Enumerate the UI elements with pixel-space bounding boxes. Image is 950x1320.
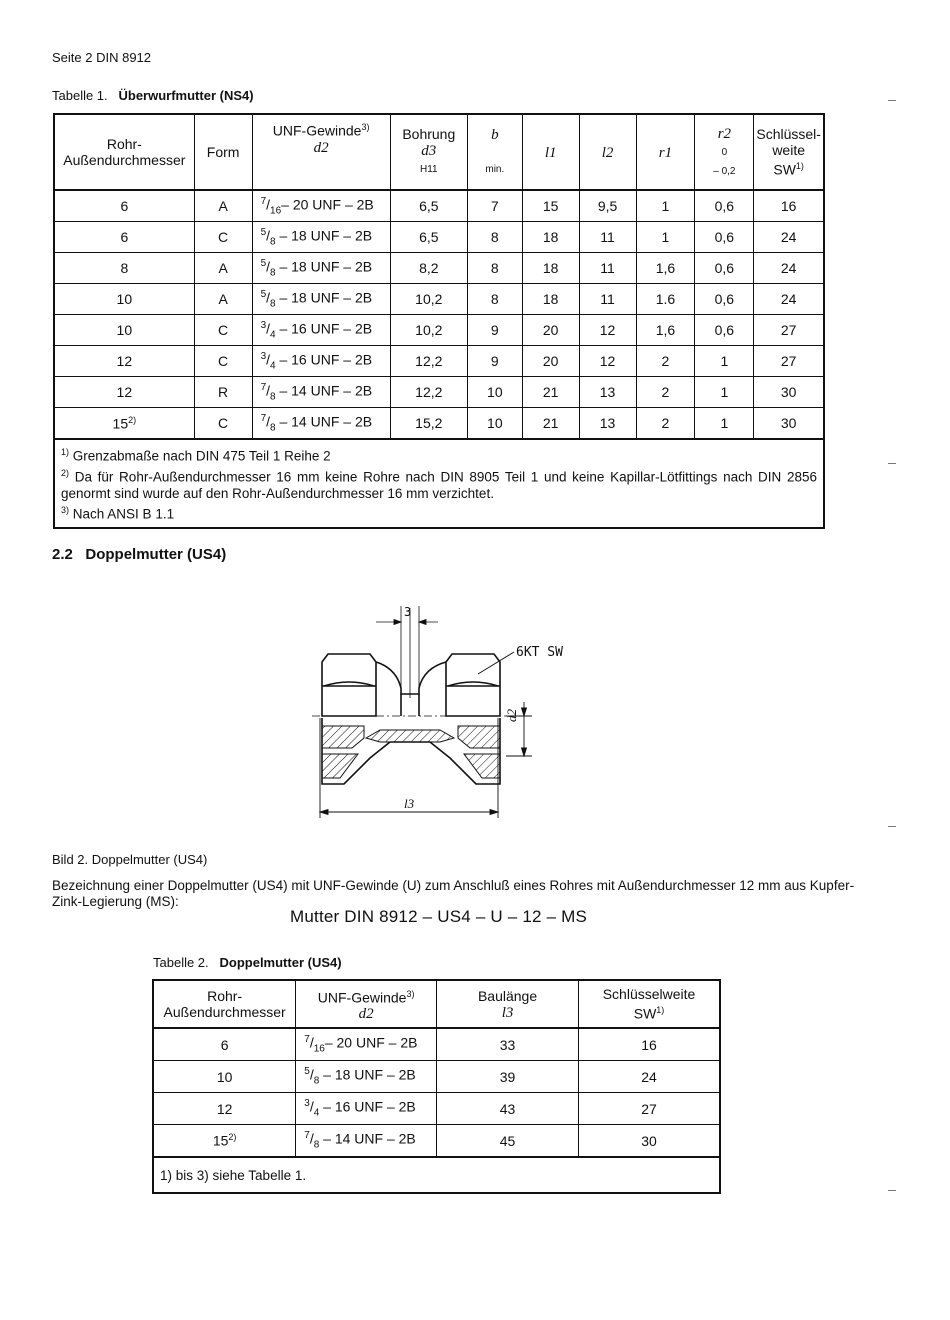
table-row (153, 1061, 720, 1093)
table-row (153, 1125, 720, 1158)
l1-cell: 18 (522, 222, 579, 253)
baulaenge-cell: 33 (437, 1028, 579, 1061)
t2-col-rohr: Rohr- Außendurchmesser (153, 980, 296, 1028)
table-row (54, 408, 824, 440)
r1-cell: 1.6 (636, 284, 695, 315)
page-header: Seite 2 DIN 8912 (52, 50, 152, 65)
sw-cell: 27 (754, 346, 824, 377)
table2 (152, 979, 721, 1194)
sw-cell: 24 (754, 222, 824, 253)
unf-thread-cell: $^5/_8 - 18$ UNF – 2B (252, 222, 390, 253)
doppelmutter-drawing (300, 598, 580, 828)
baulaenge-cell: 39 (437, 1061, 579, 1093)
margin-mark (888, 1190, 896, 1191)
sw-cell: 27 (754, 315, 824, 346)
l1-cell: 20 (522, 315, 579, 346)
d3-cell: 15,2 (390, 408, 467, 440)
order-code: Mutter DIN 8912 – US4 – U – 12 – MS (290, 907, 588, 926)
rohr-cell: 12 (153, 1093, 296, 1125)
l2-cell: 13 (579, 377, 636, 408)
rohr-cell: 6 (54, 222, 194, 253)
sw-cell: 16 (754, 190, 824, 222)
t2-col-unf: UNF-Gewinde$^{3)}$ d2 (296, 980, 437, 1028)
table-row (54, 346, 824, 377)
form-cell: C (194, 346, 252, 377)
rohr-cell: 12 (54, 377, 194, 408)
table-row (153, 1028, 720, 1061)
t1-col-form: Form (194, 114, 252, 190)
footnote-1: $^{1)}$ Grenzabmaße nach DIN 475 Teil 1 Reihe 2 (61, 447, 331, 464)
margin-mark (888, 463, 896, 464)
t2-col-bau: Baulänge l3 (437, 980, 579, 1028)
l2-cell: 9,5 (579, 190, 636, 222)
l2-cell: 11 (579, 284, 636, 315)
form-cell: A (194, 253, 252, 284)
d2-label: d2 (504, 709, 519, 722)
l1-cell: 20 (522, 346, 579, 377)
form-cell: A (194, 190, 252, 222)
rohr-cell: 10 (54, 315, 194, 346)
form-cell: R (194, 377, 252, 408)
r2-cell: 0,6 (695, 222, 754, 253)
r1-cell: 2 (636, 377, 695, 408)
b-cell: 8 (467, 284, 522, 315)
d3-cell: 10,2 (390, 284, 467, 315)
d3-cell: 6,5 (390, 190, 467, 222)
l1-cell: 15 (522, 190, 579, 222)
section-heading: 2.2 Doppelmutter (US4) (52, 546, 227, 563)
t2-col-sw: Schlüsselweite SW$^{1)}$ (579, 980, 720, 1028)
form-cell: C (194, 222, 252, 253)
table1-caption (52, 88, 254, 103)
table2-header-row (153, 980, 720, 1028)
d3-cell: 10,2 (390, 315, 467, 346)
table1-header-row (54, 114, 824, 190)
l3-label: l3 (404, 796, 415, 811)
t1-col-l2: l2 (579, 114, 636, 190)
l1-cell: 21 (522, 408, 579, 440)
table2-caption: Tabelle 2. Doppelmutter (US4) (153, 955, 342, 970)
l1-cell: 18 (522, 253, 579, 284)
l2-cell: 12 (579, 346, 636, 377)
b-cell: 10 (467, 377, 522, 408)
table-row (54, 190, 824, 222)
r1-cell: 2 (636, 408, 695, 440)
margin-mark (888, 100, 896, 101)
sw-cell: 30 (754, 377, 824, 408)
unf-thread-cell: $^5/_8 - 18$ UNF – 2B (252, 253, 390, 284)
margin-mark (888, 826, 896, 827)
l1-cell: 18 (522, 284, 579, 315)
form-cell: C (194, 315, 252, 346)
r1-cell: 2 (636, 346, 695, 377)
footnote-3: $^{3)}$ Nach ANSI B 1.1 (61, 505, 175, 522)
rohr-cell: 10 (153, 1061, 296, 1093)
t1-col-unf: UNF-Gewinde$^{3)}$ d2 (252, 114, 390, 190)
table1-caption-prefix: Tabelle 1. (52, 88, 108, 103)
rohr-cell: 6 (54, 190, 194, 222)
sw-cell: 30 (579, 1125, 720, 1158)
r2-cell: 0,6 (695, 190, 754, 222)
t1-col-l1: l1 (522, 114, 579, 190)
l1-cell: 21 (522, 377, 579, 408)
unf-thread-cell: $^3/_4 - 16$ UNF – 2B (296, 1093, 437, 1125)
rohr-cell: 10 (54, 284, 194, 315)
unf-thread-cell: $^7/_{16}-$ 20 UNF – 2B (252, 190, 390, 222)
l2-cell: 12 (579, 315, 636, 346)
rohr-cell: 6 (153, 1028, 296, 1061)
r2-cell: 0,6 (695, 315, 754, 346)
baulaenge-cell: 43 (437, 1093, 579, 1125)
r2-cell: 1 (695, 377, 754, 408)
t1-col-rohr: Rohr- Außendurchmesser (54, 114, 194, 190)
table-row (54, 315, 824, 346)
rohr-cell: 15$^{2)}$ (54, 408, 194, 440)
table1-footnotes (54, 439, 824, 528)
t1-col-bohrung: Bohrung d3 H11 (390, 114, 467, 190)
baulaenge-cell: 45 (437, 1125, 579, 1158)
table2-footnote: 1) bis 3) siehe Tabelle 1. (153, 1157, 720, 1193)
table1 (53, 113, 825, 529)
d3-cell: 8,2 (390, 253, 467, 284)
sw-cell: 24 (754, 253, 824, 284)
unf-thread-cell: $^7/_8 - 14$ UNF – 2B (252, 408, 390, 440)
l2-cell: 11 (579, 253, 636, 284)
t1-col-r1: r1 (636, 114, 695, 190)
sw-cell: 27 (579, 1093, 720, 1125)
unf-thread-cell: $^7/_{16}-$ 20 UNF – 2B (296, 1028, 437, 1061)
l2-cell: 11 (579, 222, 636, 253)
b-cell: 8 (467, 222, 522, 253)
d3-cell: 12,2 (390, 346, 467, 377)
unf-thread-cell: $^7/_8 - 14$ UNF – 2B (296, 1125, 437, 1158)
r1-cell: 1,6 (636, 315, 695, 346)
b-cell: 9 (467, 346, 522, 377)
table1-caption-title: Überwurfmutter (NS4) (118, 88, 254, 103)
b-cell: 7 (467, 190, 522, 222)
figure-caption: Bild 2. Doppelmutter (US4) (52, 852, 208, 867)
rohr-cell: 12 (54, 346, 194, 377)
r2-cell: 1 (695, 346, 754, 377)
t1-col-b: b min. (467, 114, 522, 190)
l2-cell: 13 (579, 408, 636, 440)
sw-cell: 24 (754, 284, 824, 315)
unf-thread-cell: $^5/_8 - 18$ UNF – 2B (296, 1061, 437, 1093)
unf-thread-cell: $^3/_4 - 16$ UNF – 2B (252, 315, 390, 346)
r2-cell: 0,6 (695, 253, 754, 284)
rohr-cell: 8 (54, 253, 194, 284)
footnote-2: $^{2)}$ Da für Rohr-Außendurchmesser 16 mm keine Rohre nach DIN 8905 Teil 1 und keine Kapillar-Lötfittings nach DIN 2856 genormt sind wurde auf den Rohr-Außendurchmesser 16 mm verzichtet. (61, 467, 817, 501)
t1-col-r2: r2 0 – 0,2 (695, 114, 754, 190)
form-cell: A (194, 284, 252, 315)
table-row (54, 377, 824, 408)
d3-cell: 12,2 (390, 377, 467, 408)
t1-col-sw: Schlüssel- weite SW$^{1)}$ (754, 114, 824, 190)
table-row (54, 253, 824, 284)
r1-cell: 1,6 (636, 253, 695, 284)
unf-thread-cell: $^7/_8 - 14$ UNF – 2B (252, 377, 390, 408)
r2-cell: 0,6 (695, 284, 754, 315)
r1-cell: 1 (636, 222, 695, 253)
sw-cell: 30 (754, 408, 824, 440)
sw-cell: 16 (579, 1028, 720, 1061)
rohr-cell: 15$^{2)}$ (153, 1125, 296, 1158)
dim-3-label: 3 (404, 605, 412, 619)
r1-cell: 1 (636, 190, 695, 222)
unf-thread-cell: $^3/_4 - 16$ UNF – 2B (252, 346, 390, 377)
sw-cell: 24 (579, 1061, 720, 1093)
b-cell: 9 (467, 315, 522, 346)
r2-cell: 1 (695, 408, 754, 440)
b-cell: 8 (467, 253, 522, 284)
form-cell: C (194, 408, 252, 440)
d3-cell: 6,5 (390, 222, 467, 253)
table-row (153, 1093, 720, 1125)
hex-label: 6KT SW (516, 645, 563, 660)
description-text: Bezeichnung einer Doppelmutter (US4) mit UNF-Gewinde (U) zum Anschluß eines Rohres mit Außendurchmesser 12 mm aus Kupfer-Zink-Legierung (MS): (52, 878, 855, 909)
table-row (54, 284, 824, 315)
b-cell: 10 (467, 408, 522, 440)
table-row (54, 222, 824, 253)
unf-thread-cell: $^5/_8 - 18$ UNF – 2B (252, 284, 390, 315)
